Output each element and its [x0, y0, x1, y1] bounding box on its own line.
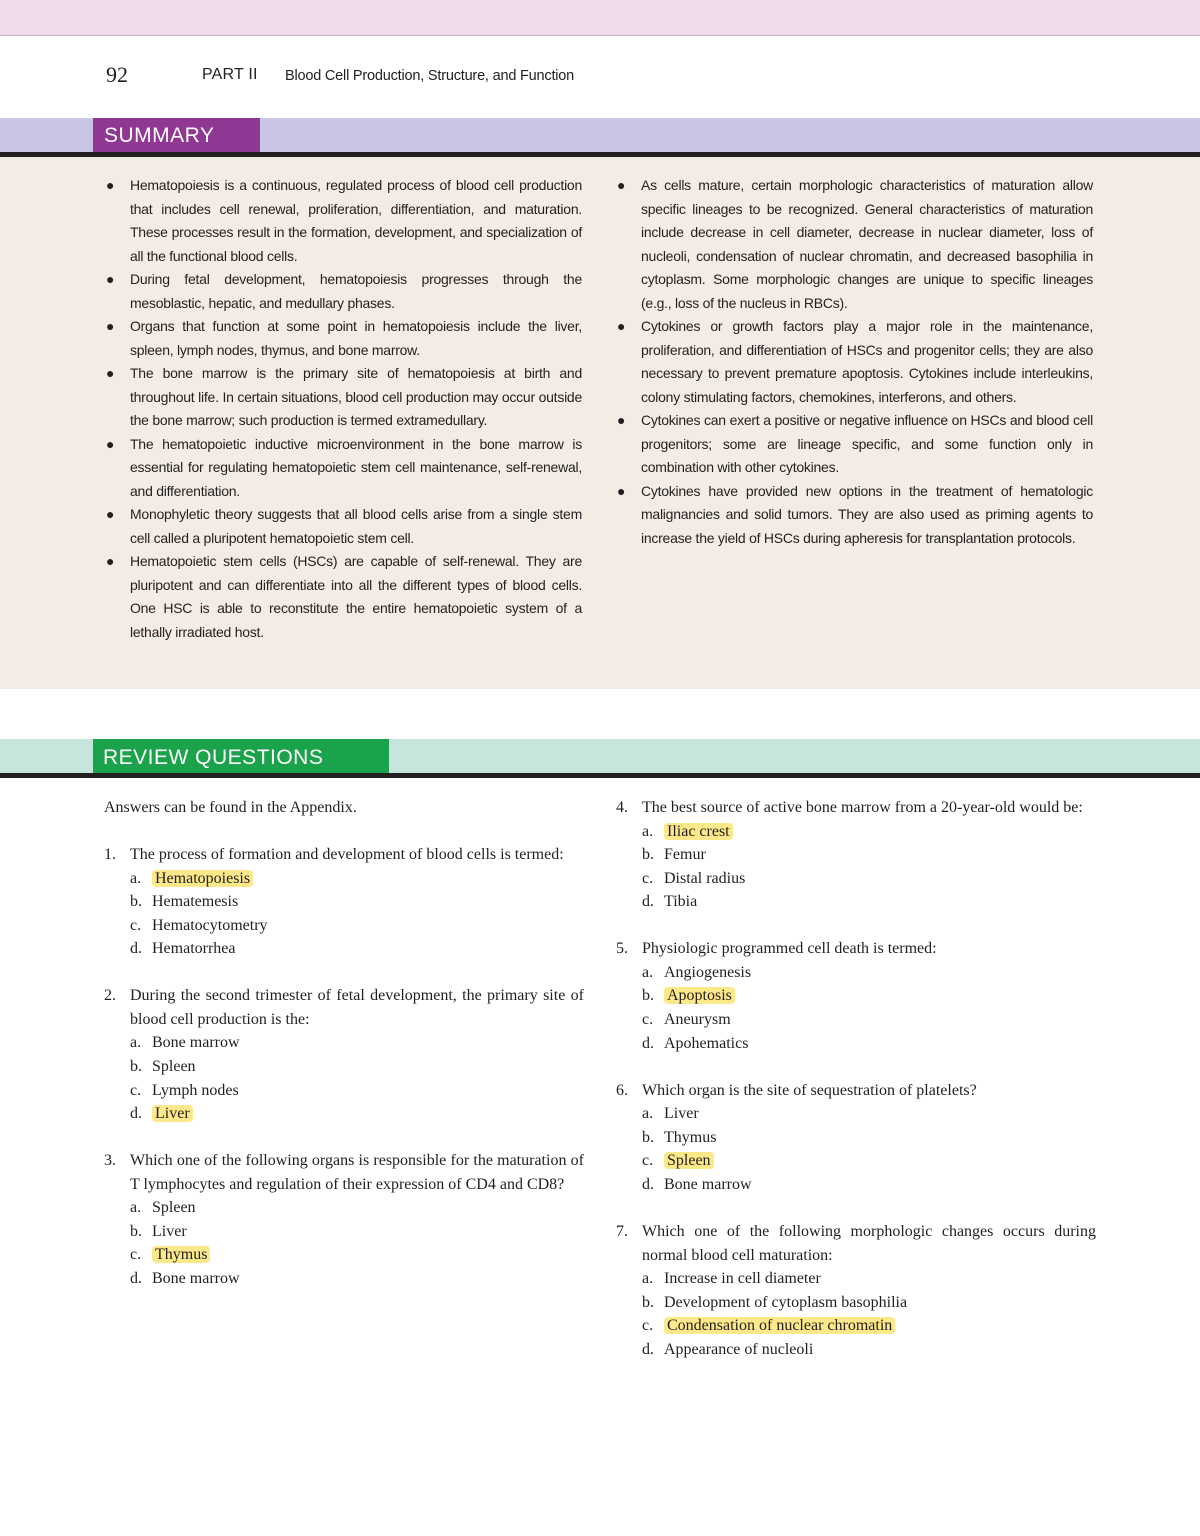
option-letter: a. [642, 1270, 654, 1288]
highlighted-answer: Spleen [664, 1152, 714, 1169]
option-text: Liver [152, 1222, 187, 1240]
question-stem [616, 937, 1096, 961]
summary-item-text: During fetal development, hematopoiesis progresses through the mesoblastic, hepatic, and medullary phases. [130, 271, 582, 311]
summary-item [617, 409, 1093, 480]
option-text: Liver [664, 1105, 699, 1123]
summary-item [106, 550, 582, 644]
option-text: Hematocytometry [152, 916, 268, 934]
highlighted-answer: Hematopoiesis [152, 870, 253, 887]
question-number: 3. [104, 1152, 116, 1170]
answer-option[interactable] [642, 1102, 1096, 1126]
bullet-icon: ● [106, 271, 115, 287]
option-text: Bone marrow [664, 1176, 752, 1194]
answer-option[interactable] [642, 1149, 1096, 1173]
summary-item-text: The bone marrow is the primary site of hematopoiesis at birth and throughout life. In certain situations, blood cell production may occur outside the bone marrow; such production is termed extramedullary. [130, 365, 582, 428]
answer-option[interactable] [642, 1173, 1096, 1197]
bullet-icon: ● [106, 506, 115, 522]
answer-option[interactable] [642, 1314, 1096, 1338]
bullet-icon: ● [106, 318, 115, 334]
question-stem [104, 1149, 584, 1196]
option-letter: b. [642, 846, 654, 864]
summary-item [106, 503, 582, 550]
option-text: Spleen [152, 1199, 196, 1217]
option-text: Appearance of nucleoli [664, 1340, 814, 1358]
highlighted-answer: Liver [152, 1105, 193, 1122]
bullet-icon: ● [106, 177, 115, 193]
option-letter: a. [642, 963, 654, 981]
summary-item-text: Cytokines have provided new options in the treatment of hematologic malignancies and solid tumors. They are also used as priming agents to increase the yield of HSCs during apheresis for transplantation protocols. [641, 482, 1093, 546]
summary-item-text: Hematopoietic stem cells (HSCs) are capable of self-renewal. They are pluripotent and can differentiate into all the different types of blood cells. One HSC is able to reconstitute the entire hematopoietic system of a lethally irradiated host. [130, 553, 582, 640]
question-text: During the second trimester of fetal development, the primary site of blood cell production is the: [130, 987, 584, 1028]
questions-left-column [104, 796, 584, 1314]
question-4 [616, 796, 1096, 914]
option-letter: c. [642, 1152, 654, 1170]
answer-option[interactable] [642, 984, 1096, 1008]
option-text: Distal radius [664, 869, 746, 887]
bullet-icon: ● [106, 435, 115, 452]
summary-item [617, 480, 1093, 551]
summary-item-text: Cytokines or growth factors play a major role in the maintenance, proliferation, and differentiation of HSCs and progenitor cells; they are also necessary to prevent premature apoptosis. Cytokines include interleukins, colony stimulating factors, chemokines, interferons, and others. [641, 318, 1093, 405]
answer-option[interactable] [642, 1126, 1096, 1150]
option-text: Hematorrhea [152, 940, 236, 958]
option-letter: b. [130, 893, 142, 911]
answer-option[interactable] [642, 867, 1096, 891]
summary-item-text: Organs that function at some point in hematopoiesis include the liver, spleen, lymph nodes, thymus, and bone marrow. [130, 318, 582, 358]
question-1 [104, 843, 584, 961]
page-header [0, 62, 1200, 94]
question-number: 4. [616, 799, 628, 816]
option-list [104, 1031, 584, 1125]
option-text: Aneurysm [664, 1011, 731, 1029]
option-text: Angiogenesis [664, 963, 752, 981]
option-letter: c. [642, 1011, 654, 1029]
option-list [104, 1196, 584, 1290]
answer-option[interactable] [130, 1055, 584, 1079]
answer-option[interactable] [130, 890, 584, 914]
option-list [104, 867, 584, 961]
summary-item-text: Hematopoiesis is a continuous, regulated process of blood cell production that includes cell renewal, proliferation, differentiation, and maturation. These processes result in the formation, development, and specialization of all the functional blood cells. [130, 177, 582, 264]
question-number: 2. [104, 987, 116, 1005]
answer-option[interactable] [130, 1243, 584, 1267]
answer-option[interactable] [130, 867, 584, 891]
option-list [616, 820, 1096, 914]
bullet-icon: ● [617, 482, 626, 499]
question-stem [104, 984, 584, 1031]
option-text: Hematemesis [152, 893, 239, 911]
option-letter: d. [642, 893, 654, 911]
answer-option[interactable] [642, 1338, 1096, 1362]
option-text: Tibia [664, 893, 698, 911]
option-letter: b. [130, 1222, 142, 1240]
summary-item-text: The hematopoietic inductive microenvironment in the bone marrow is essential for regulating hematopoietic stem cell maintenance, self-renewal, and differentiation. [130, 435, 582, 499]
answer-option[interactable] [130, 1031, 584, 1055]
option-text: Femur [664, 846, 706, 864]
option-letter: c. [130, 916, 142, 934]
question-text: Which organ is the site of sequestration of platelets? [642, 1081, 977, 1099]
option-letter: c. [642, 869, 654, 887]
question-stem [616, 796, 1096, 820]
option-text: Bone marrow [152, 1270, 240, 1288]
question-number: 6. [616, 1081, 628, 1099]
option-letter: d. [642, 1176, 654, 1194]
option-letter: b. [642, 1128, 654, 1146]
question-7 [616, 1220, 1096, 1361]
option-letter: b. [642, 1293, 654, 1311]
highlighted-answer: Iliac crest [664, 823, 733, 840]
questions-right-column [616, 796, 1096, 1385]
option-letter: d. [642, 1034, 654, 1052]
question-3 [104, 1149, 584, 1290]
question-2 [104, 984, 584, 1125]
option-text: Increase in cell diameter [664, 1270, 821, 1288]
answer-option[interactable] [642, 1291, 1096, 1315]
answer-option[interactable] [642, 843, 1096, 867]
summary-item [106, 362, 582, 433]
option-text: Spleen [152, 1057, 196, 1075]
summary-item-text: Monophyletic theory suggests that all blood cells arise from a single stem cell called a pluripotent hematopoietic stem cell. [130, 506, 582, 546]
summary-right-column [617, 174, 1093, 550]
option-text: Apohematics [664, 1034, 749, 1052]
option-letter: c. [642, 1317, 654, 1335]
summary-item [617, 174, 1093, 315]
option-text: Thymus [664, 1128, 717, 1146]
option-letter: d. [130, 1270, 142, 1288]
top-color-band [0, 0, 1200, 36]
summary-left-column [106, 174, 582, 644]
question-6 [616, 1079, 1096, 1197]
option-letter: a. [642, 1105, 654, 1123]
option-letter: a. [642, 822, 654, 840]
summary-item-text: Cytokines can exert a positive or negative influence on HSCs and blood cell progenitors; some are lineage specific, and some function only in combination with other cytokines. [641, 412, 1093, 475]
question-5 [616, 937, 1096, 1055]
option-letter: c. [130, 1246, 142, 1264]
review-heading: REVIEW QUESTIONS [93, 739, 389, 773]
option-letter: a. [130, 869, 142, 887]
bullet-icon: ● [106, 553, 115, 569]
answer-option[interactable] [642, 1008, 1096, 1032]
answer-option[interactable] [130, 1267, 584, 1291]
option-text: Development of cytoplasm basophilia [664, 1293, 908, 1311]
bullet-icon: ● [617, 412, 626, 428]
question-text: Which one of the following morphologic changes occurs during normal blood cell maturation: [642, 1223, 1096, 1264]
option-text: Lymph nodes [152, 1081, 239, 1099]
summary-item [617, 315, 1093, 409]
summary-heading: SUMMARY [93, 118, 260, 152]
option-letter: b. [130, 1057, 142, 1075]
answer-option[interactable] [130, 1079, 584, 1103]
answer-option[interactable] [130, 1196, 584, 1220]
answer-option[interactable] [130, 1102, 584, 1126]
option-list [616, 1102, 1096, 1196]
question-number: 5. [616, 940, 628, 958]
option-list [616, 1267, 1096, 1361]
option-letter: b. [642, 987, 654, 1005]
option-list [616, 961, 1096, 1055]
answer-option[interactable] [130, 1220, 584, 1244]
bullet-icon: ● [106, 365, 115, 381]
summary-item [106, 315, 582, 362]
page-number: 92 [106, 62, 128, 87]
bullet-icon: ● [617, 318, 626, 334]
summary-item [106, 268, 582, 315]
summary-item-text: As cells mature, certain morphologic characteristics of maturation allow specific lineages to be recognized. General characteristics of maturation include decrease in cell diameter, decrease in nuclear diameter, loss of nucleoli, condensation of nuclear chromatin, and decreased basophilia in cytoplasm. Some morphologic changes are unique to specific lineages (e.g., loss of the nucleus in RBCs). [641, 177, 1093, 311]
summary-item [106, 433, 582, 504]
option-letter: d. [642, 1340, 654, 1358]
part-label: PART II [202, 66, 258, 83]
option-letter: c. [130, 1081, 142, 1099]
answer-option[interactable] [642, 820, 1096, 844]
answer-option[interactable] [130, 937, 584, 961]
option-text: Bone marrow [152, 1034, 240, 1052]
review-rule [0, 773, 1200, 778]
question-text: Which one of the following organs is responsible for the maturation of T lymphocytes and regulation of their expression of CD4 and CD8? [130, 1152, 584, 1193]
option-letter: a. [130, 1199, 142, 1217]
question-stem [104, 843, 584, 867]
highlighted-answer: Apoptosis [664, 987, 735, 1004]
answers-note: Answers can be found in the Appendix. [104, 799, 357, 816]
question-stem [616, 1079, 1096, 1103]
option-letter: a. [130, 1034, 142, 1052]
bullet-icon: ● [617, 177, 626, 193]
question-number: 7. [616, 1223, 628, 1241]
option-letter: d. [130, 940, 142, 958]
question-text: The best source of active bone marrow from a 20-year-old would be: [642, 799, 1083, 816]
answer-option[interactable] [642, 1267, 1096, 1291]
question-stem [616, 1220, 1096, 1267]
question-text: Physiologic programmed cell death is termed: [642, 940, 937, 958]
option-letter: d. [130, 1105, 142, 1123]
answer-option[interactable] [130, 914, 584, 938]
highlighted-answer: Condensation of nuclear chromatin [664, 1317, 895, 1334]
question-text: The process of formation and development of blood cells is termed: [130, 846, 564, 863]
answer-option[interactable] [642, 1032, 1096, 1056]
part-title: Blood Cell Production, Structure, and Function [285, 68, 575, 84]
answer-option[interactable] [642, 961, 1096, 985]
question-number: 1. [104, 846, 116, 863]
summary-item [106, 174, 582, 268]
highlighted-answer: Thymus [152, 1246, 210, 1263]
answer-option[interactable] [642, 890, 1096, 914]
